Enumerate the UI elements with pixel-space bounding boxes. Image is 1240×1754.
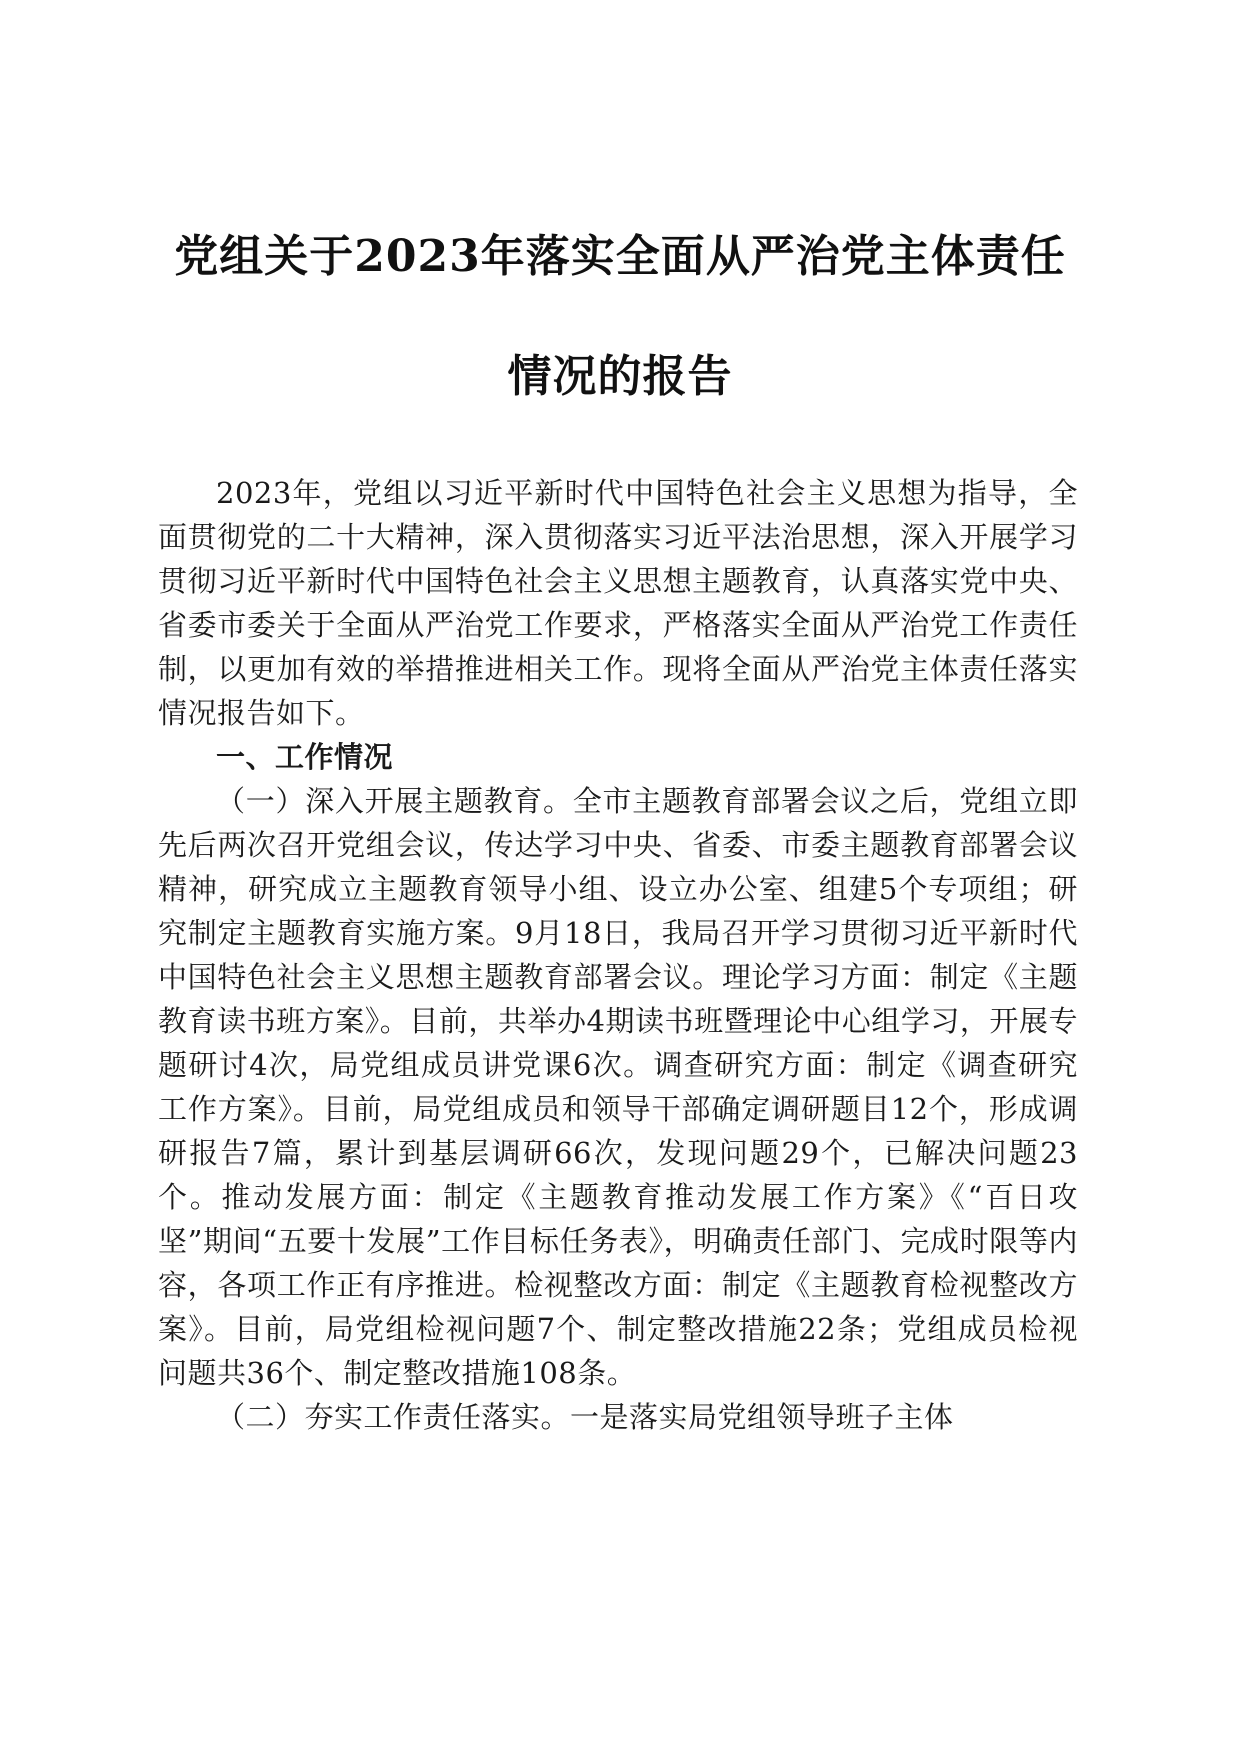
document-title-line-2: 情况的报告: [507, 351, 733, 402]
section-heading-work-status: 一、工作情况: [216, 740, 394, 774]
intro-paragraph: 2023年，党组以习近平新时代中国特色社会主义思想为指导，全面贯彻党的二十大精神，深入贯彻落实习近平法治思想，深入开展学习贯彻习近平新时代中国特色社会主义思想主题教育，认真落实党中央、省委市委关于全面从严治党工作要求，严格落实全面从严治党工作责任制，以更加有效的举措推进相关工作。现将全面从严治党主体责任落实情况报告如下。: [158, 476, 1078, 730]
document-body: [158, 471, 1078, 1439]
subsection-2-heading: （二）夯实工作责任落实。: [216, 1400, 571, 1434]
subsection-2-paragraph: [158, 1395, 1078, 1439]
subsection-1-paragraph: [158, 779, 1078, 1395]
subsection-1-heading: （一）深入开展主题教育。: [216, 784, 573, 818]
document-title-line-1: 党组关于2023年落实全面从严治党主体责任: [174, 231, 1066, 282]
subsection-2-text: 一是落实局党组领导班子主体: [570, 1400, 954, 1434]
subsection-1-text: 全市主题教育部署会议之后，党组立即先后两次召开党组会议，传达学习中央、省委、市委主题教育部署会议精神，研究成立主题教育领导小组、设立办公室、组建5个专项组；研究制定主题教育实施方案。9月18日，我局召开学习贯彻习近平新时代中国特色社会主义思想主题教育部署会议。理论学习方面：制定《主题教育读书班方案》。目前，共举办4期读书班暨理论中心组学习，开展专题研讨4次，局党组成员讲党课6次。调查研究方面：制定《调查研究工作方案》。目前，局党组成员和领导干部确定调研题目12个，形成调研报告7篇，累计到基层调研66次，发现问题29个，已解决问题23个。推动发展方面：制定《主题教育推动发展工作方案》《“百日攻坚”期间“五要十发展”工作目标任务表》，明确责任部门、完成时限等内容，各项工作正有序推进。检视整改方面：制定《主题教育检视整改方案》。目前，局党组检视问题7个、制定整改措施22条；党组成员检视问题共36个、制定整改措施108条。: [158, 784, 1078, 1390]
